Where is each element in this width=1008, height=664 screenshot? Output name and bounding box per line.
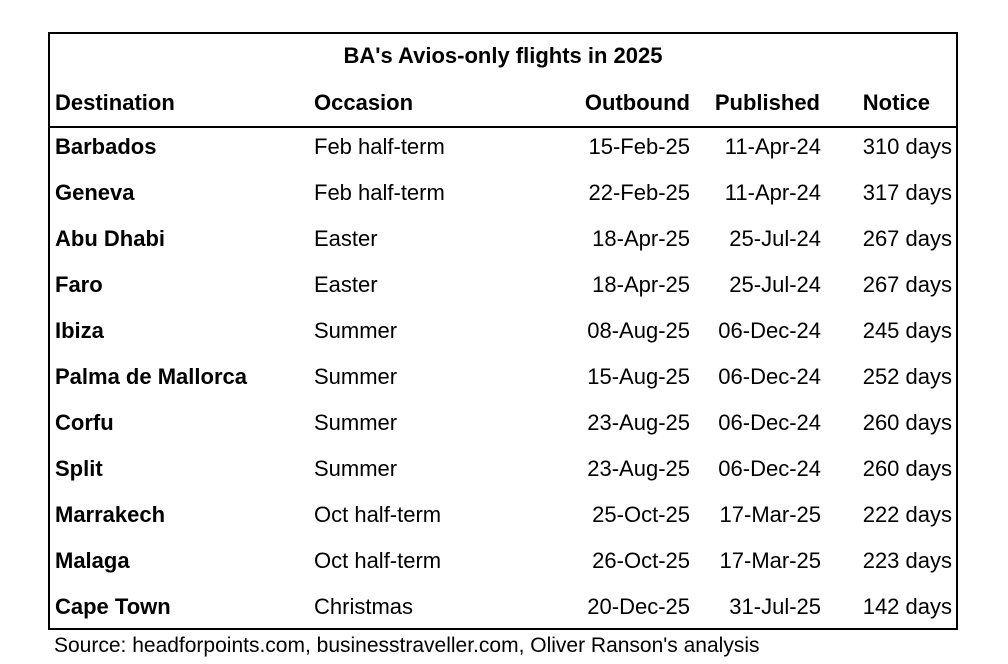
notice-cell: 222 days — [862, 502, 952, 527]
published-cell: 06-Dec-24 — [718, 364, 821, 389]
outbound-cell: 23-Aug-25 — [587, 410, 690, 435]
notice-cell: 223 days — [862, 548, 952, 573]
destination-cell: Split — [55, 456, 103, 481]
occasion-cell: Easter — [314, 226, 378, 251]
notice-cell: 317 days — [862, 180, 952, 205]
header-published: Published — [714, 90, 820, 115]
table-row — [50, 502, 956, 548]
table-row — [50, 548, 956, 594]
destination-cell: Palma de Mallorca — [55, 364, 247, 389]
table-row — [50, 134, 956, 180]
table-header-row — [50, 90, 956, 128]
source-note: Source: headforpoints.com, businesstraveller.com, Oliver Ranson's analysis — [54, 634, 760, 657]
table-row — [50, 364, 956, 410]
outbound-cell: 23-Aug-25 — [587, 456, 690, 481]
published-cell: 06-Dec-24 — [718, 410, 821, 435]
occasion-cell: Summer — [314, 410, 398, 435]
header-destination: Destination — [55, 90, 175, 115]
notice-cell: 267 days — [862, 226, 952, 251]
outbound-cell: 22-Feb-25 — [588, 180, 690, 205]
header-outbound: Outbound — [584, 90, 690, 115]
outbound-cell: 15-Aug-25 — [587, 364, 690, 389]
outbound-cell: 15-Feb-25 — [588, 134, 690, 159]
outbound-cell: 26-Oct-25 — [592, 548, 690, 573]
occasion-cell: Oct half-term — [314, 502, 442, 527]
table-title: BA's Avios-only flights in 2025 — [343, 43, 663, 68]
outbound-cell: 25-Oct-25 — [592, 502, 690, 527]
flights-table — [48, 32, 958, 630]
notice-cell: 267 days — [862, 272, 952, 297]
notice-cell: 260 days — [862, 456, 952, 481]
table-row — [50, 226, 956, 272]
published-cell: 11-Apr-24 — [724, 134, 821, 159]
table-row — [50, 318, 956, 364]
occasion-cell: Summer — [314, 456, 398, 481]
outbound-cell: 18-Apr-25 — [592, 272, 690, 297]
published-cell: 17-Mar-25 — [719, 502, 821, 527]
notice-cell: 252 days — [862, 364, 952, 389]
outbound-cell: 08-Aug-25 — [587, 318, 690, 343]
destination-cell: Faro — [55, 272, 103, 297]
notice-cell: 245 days — [862, 318, 952, 343]
destination-cell: Corfu — [55, 410, 114, 435]
published-cell: 25-Jul-24 — [729, 272, 821, 297]
occasion-cell: Christmas — [314, 594, 414, 619]
notice-cell: 260 days — [862, 410, 952, 435]
destination-cell: Marrakech — [55, 502, 166, 527]
published-cell: 06-Dec-24 — [718, 318, 821, 343]
destination-cell: Ibiza — [55, 318, 104, 343]
table-row — [50, 456, 956, 502]
outbound-cell: 20-Dec-25 — [587, 594, 690, 619]
destination-cell: Geneva — [55, 180, 135, 205]
published-cell: 25-Jul-24 — [729, 226, 821, 251]
published-cell: 11-Apr-24 — [724, 180, 821, 205]
notice-cell: 142 days — [862, 594, 952, 619]
header-occasion: Occasion — [314, 90, 414, 115]
header-notice: Notice — [862, 90, 930, 115]
table-row — [50, 410, 956, 456]
occasion-cell: Feb half-term — [314, 134, 445, 159]
table-body — [50, 134, 956, 640]
published-cell: 06-Dec-24 — [718, 456, 821, 481]
table-row — [50, 180, 956, 226]
occasion-cell: Summer — [314, 364, 398, 389]
destination-cell: Abu Dhabi — [55, 226, 165, 251]
occasion-cell: Easter — [314, 272, 378, 297]
published-cell: 31-Jul-25 — [729, 594, 821, 619]
outbound-cell: 18-Apr-25 — [592, 226, 690, 251]
occasion-cell: Oct half-term — [314, 548, 442, 573]
published-cell: 17-Mar-25 — [719, 548, 821, 573]
destination-cell: Malaga — [55, 548, 130, 573]
notice-cell: 310 days — [862, 134, 952, 159]
occasion-cell: Feb half-term — [314, 180, 445, 205]
destination-cell: Cape Town — [55, 594, 171, 619]
table-row — [50, 272, 956, 318]
occasion-cell: Summer — [314, 318, 398, 343]
destination-cell: Barbados — [55, 134, 157, 159]
